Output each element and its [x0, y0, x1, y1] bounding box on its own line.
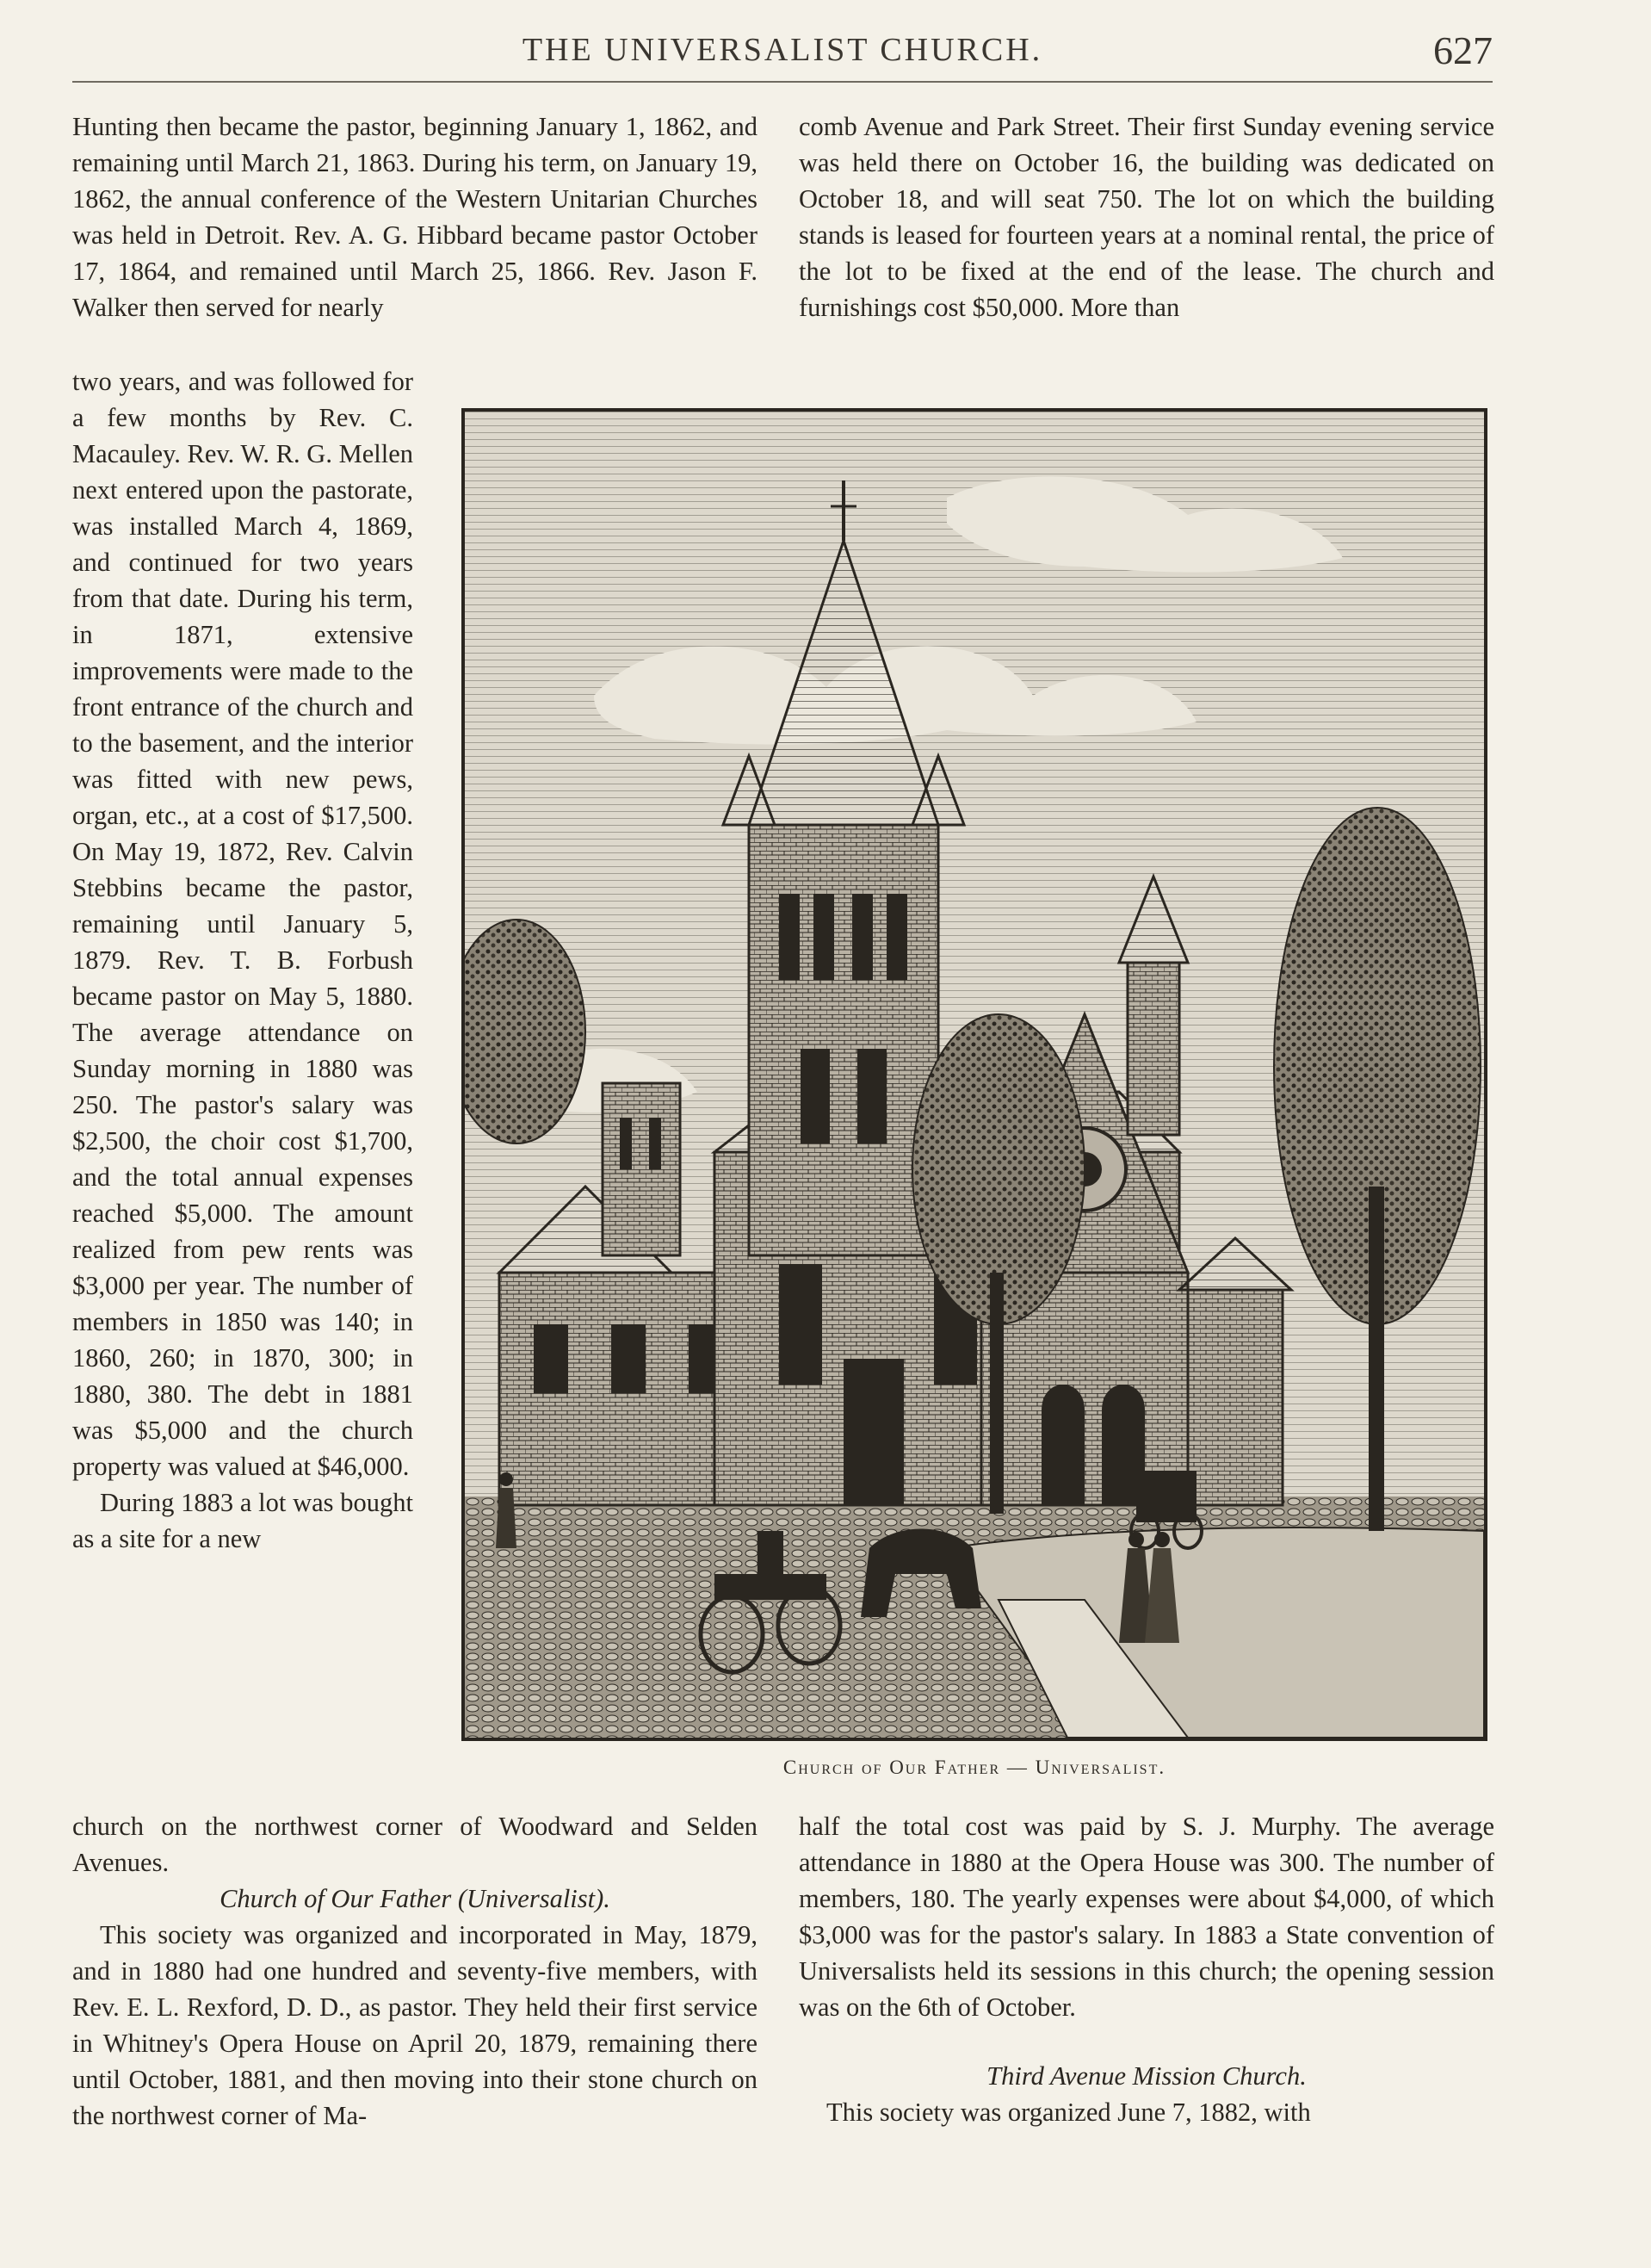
church-illustration	[461, 408, 1487, 1741]
left-column-top	[72, 108, 757, 325]
right-column-bottom	[799, 1808, 1494, 2130]
paragraph-woodward: church on the northwest corner of Woodward and Selden Avenues.	[72, 1812, 757, 1877]
left-narrow-column	[72, 363, 413, 1557]
paragraph-organized-1879: This society was organized and incorporated in May, 1879, and in 1880 had one hundred and seventy-five members, with Rev. E. L. Rexford, D. D., as pastor. They held their first service in Whitney's Opera House on April 20, 1879, remaining there until October, 1881, and then moving into their stone church on the northwest corner of Ma-	[72, 1920, 757, 2130]
section-heading-church-of-our-father: Church of Our Father (Universalist).	[220, 1884, 610, 1913]
page-number: 627	[1433, 28, 1493, 72]
paragraph-organized-1882: This society was organized June 7, 1882, with	[826, 2098, 1311, 2127]
church-engraving	[465, 412, 1484, 1738]
right-column-top	[799, 108, 1494, 325]
running-title: THE UNIVERSALIST CHURCH.	[522, 32, 1043, 68]
paragraph-lot: During 1883 a lot was bought as a site for a new	[72, 1488, 413, 1553]
section-heading-third-avenue: Third Avenue Mission Church.	[986, 2061, 1307, 2091]
paragraph-macomb: comb Avenue and Park Street. Their first Sunday evening service was held there on October 16, the building was dedicated on October 18, and will seat 750. The lot on which the building stands is leased for fourteen years at a nominal rental, the price of the lot to be fixed at the end of the lease. The church and furnishings cost $50,000. More than	[799, 112, 1494, 322]
paragraph-pastors: two years, and was followed for a few months by Rev. C. Macauley. Rev. W. R. G. Mellen next entered upon the pastorate, was installed March 4, 1869, and continued for two years from that date. During his term, in 1871, extensive improvements were made to the front entrance of the church and to the basement, and the interior was fitted with new pews, organ, etc., at a cost of $17,500. On May 19, 1872, Rev. Calvin Stebbins became the pastor, remaining until January 5, 1879. Rev. T. B. Forbush became pastor on May 5, 1880. The average attendance on Sunday morning in 1880 was 250. The pastor's salary was $2,500, the choir cost $1,700, and the total annual expenses reached $5,000. The amount realized from pew rents was $3,000 per year. The number of members in 1850 was 140; in 1860, 260; in 1870, 300; in 1880, 380. The debt in 1881 was $5,000 and the church property was valued at $46,000.	[72, 367, 413, 1481]
paragraph-hunting: Hunting then became the pastor, beginning January 1, 1862, and remaining until March 21, 1863. During his term, on January 19, 1862, the annual conference of the Western Unitarian Churches was held in Detroit. Rev. A. G. Hibbard became pastor October 17, 1864, and remained until March 25, 1866. Rev. Jason F. Walker then served for nearly	[72, 112, 757, 322]
left-column-bottom	[72, 1808, 757, 2134]
illustration-caption: Church of Our Father — Universalist.	[782, 1757, 1166, 1778]
paragraph-half-cost: half the total cost was paid by S. J. Murphy. The average attendance in 1880 at the Opera House was 300. The number of members, 180. The yearly expenses were about $4,000, of which $3,000 was for the pastor's salary. In 1883 a State convention of Universalists held its sessions in this church; the opening session was on the 6th of October.	[799, 1812, 1494, 2022]
running-head	[72, 28, 1493, 83]
